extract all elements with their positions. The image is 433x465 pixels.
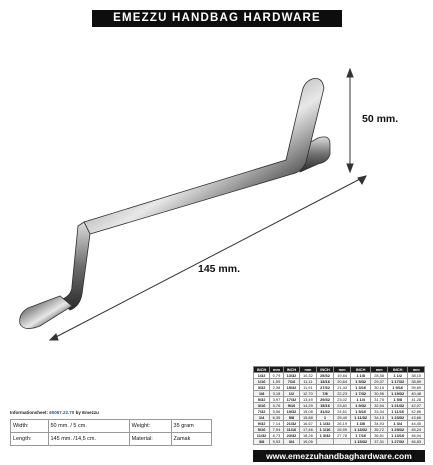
brand-header: EMEZZU HANDBAG HARDWARE [92, 10, 342, 27]
conversion-cell: 3,97 [270, 397, 284, 403]
conversion-cell: 5/8 [283, 415, 299, 421]
conversion-cell: 1 19/32 [387, 391, 408, 397]
spec-cell: Width: [11, 420, 49, 433]
conversion-cell: 12,70 [300, 391, 316, 397]
conversion-cell: 7/16 [283, 379, 299, 385]
spec-cell: 35 gram [171, 420, 211, 433]
conversion-header-cell: mm [334, 367, 350, 373]
spec-row [11, 433, 212, 446]
conversion-cell: 1 1/16 [316, 427, 334, 433]
conversion-cell: 1 23/32 [387, 415, 408, 421]
conversion-cell: 46,04 [408, 433, 425, 439]
conversion-cell: 15,88 [300, 415, 316, 421]
conversion-cell: 6,35 [270, 415, 284, 421]
conversion-header-cell: INCH [350, 367, 371, 373]
conversion-cell: 1 11/32 [350, 415, 371, 421]
handle-image [20, 78, 330, 328]
height-dimension-line [347, 69, 353, 172]
spec-cell: Zamak [171, 433, 211, 446]
conversion-row [254, 403, 425, 409]
conversion-row [254, 433, 425, 439]
conversion-cell: 46,83 [408, 439, 425, 445]
conversion-cell: 26,99 [334, 427, 350, 433]
conversion-cell: 29,37 [371, 379, 387, 385]
conversion-row [254, 385, 425, 391]
spec-cell: Weight: [129, 420, 171, 433]
conversion-cell: 5/32 [254, 397, 270, 403]
conversion-cell: 1/2 [283, 391, 299, 397]
width-dimension-line [50, 176, 366, 340]
conversion-row [254, 391, 425, 397]
conversion-cell: 1 3/4 [387, 421, 408, 427]
product-code: 60067.22.70 [49, 410, 75, 415]
conversion-cell: 17/32 [283, 397, 299, 403]
conversion-cell: 25,40 [334, 415, 350, 421]
conversion-cell: 1 5/8 [387, 397, 408, 403]
conversion-cell: 3/32 [254, 385, 270, 391]
conversion-cell: 19/32 [283, 409, 299, 415]
conversion-cell: 21,43 [334, 385, 350, 391]
conversion-cell: 3/8 [254, 439, 270, 445]
conversion-header-cell: mm [371, 367, 387, 373]
spec-row [11, 420, 212, 433]
conversion-cell: 13/16 [316, 379, 334, 385]
spec-cell: Length: [11, 433, 49, 446]
conversion-cell: 11/16 [283, 427, 299, 433]
conversion-cell: 19,84 [334, 373, 350, 379]
conversion-row [254, 397, 425, 403]
spec-cell: 50 mm. / 5 cm. [48, 420, 129, 433]
conversion-cell: 7,94 [270, 427, 284, 433]
conversion-cell: 10,32 [300, 373, 316, 379]
conversion-cell [334, 439, 350, 445]
conversion-cell: 5,56 [270, 409, 284, 415]
conversion-cell: 20,64 [334, 379, 350, 385]
conversion-cell: 34,13 [371, 415, 387, 421]
conversion-cell: 17,46 [300, 427, 316, 433]
conversion-cell: 5/16 [254, 427, 270, 433]
conversion-cell: 1 3/32 [316, 433, 334, 439]
conversion-cell: 36,51 [371, 433, 387, 439]
conversion-cell: 23,81 [334, 403, 350, 409]
conversion-cell: 38,89 [408, 379, 425, 385]
conversion-cell: 1 7/16 [350, 433, 371, 439]
conversion-cell: 11,11 [300, 379, 316, 385]
conversion-cell: 21/32 [283, 421, 299, 427]
spec-table [10, 419, 212, 446]
conversion-cell: 9,53 [270, 439, 284, 445]
conversion-cell: 15/16 [316, 403, 334, 409]
conversion-cell: 34,93 [371, 421, 387, 427]
conversion-cell: 43,66 [408, 415, 425, 421]
conversion-cell: 15,08 [300, 409, 316, 415]
conversion-cell: 1 25/32 [387, 427, 408, 433]
conversion-cell: 26,19 [334, 421, 350, 427]
conversion-cell: 8,73 [270, 433, 284, 439]
conversion-cell: 1 9/32 [350, 403, 371, 409]
conversion-cell: 1 17/32 [387, 379, 408, 385]
conversion-cell: 42,86 [408, 409, 425, 415]
conversion-header-cell: INCH [387, 367, 408, 373]
conversion-cell: 3/16 [254, 403, 270, 409]
conversion-row [254, 373, 425, 379]
spec-cell: Material: [129, 433, 171, 446]
conversion-cell: 31,75 [371, 397, 387, 403]
conversion-cell: 27/32 [316, 385, 334, 391]
conversion-cell: 11/32 [254, 433, 270, 439]
conversion-cell: 3,18 [270, 391, 284, 397]
product-figure [0, 34, 433, 354]
conversion-cell: 33,34 [371, 409, 387, 415]
conversion-cell: 44,45 [408, 421, 425, 427]
conversion-cell [316, 439, 334, 445]
conversion-cell: 37,31 [371, 439, 387, 445]
conversion-cell: 18,26 [300, 433, 316, 439]
conversion-cell: 40,48 [408, 391, 425, 397]
conversion-cell: 7,14 [270, 421, 284, 427]
conversion-cell: 1/32 [254, 373, 270, 379]
conversion-cell: 23/32 [283, 433, 299, 439]
conversion-cell: 1 [316, 415, 334, 421]
conversion-header-cell: INCH [254, 367, 270, 373]
conversion-cell: 31/32 [316, 409, 334, 415]
conversion-cell: 45,24 [408, 427, 425, 433]
conversion-cell: 14,29 [300, 403, 316, 409]
spec-cell: 145 mm. /14,5 cm. [48, 433, 129, 446]
conversion-cell: 19,05 [300, 439, 316, 445]
inch-mm-conversion-table [253, 366, 425, 445]
conversion-cell: 11,91 [300, 385, 316, 391]
height-measurement-label: 50 mm. [362, 113, 399, 125]
conversion-cell: 35,72 [371, 427, 387, 433]
conversion-header-cell: mm [270, 367, 284, 373]
conversion-cell: 1 5/32 [350, 379, 371, 385]
conversion-cell: 39,69 [408, 385, 425, 391]
conversion-cell: 30,96 [371, 391, 387, 397]
conversion-cell: 9/16 [283, 403, 299, 409]
conversion-header-cell: mm [408, 367, 425, 373]
conversion-cell: 38,10 [408, 373, 425, 379]
conversion-cell: 1/16 [254, 379, 270, 385]
conversion-cell: 30,16 [371, 385, 387, 391]
conversion-cell: 1 13/16 [387, 433, 408, 439]
conversion-cell: 1 1/8 [350, 373, 371, 379]
conversion-cell: 1 11/16 [387, 409, 408, 415]
website-url: www.emezzuhandbaghardware.com [253, 450, 425, 462]
conversion-cell: 1/8 [254, 391, 270, 397]
conversion-cell: 1,59 [270, 379, 284, 385]
conversion-cell: 9/32 [254, 421, 270, 427]
conversion-cell: 24,61 [334, 409, 350, 415]
conversion-cell: 28,58 [371, 373, 387, 379]
conversion-cell: 1 1/32 [316, 421, 334, 427]
conversion-row [254, 379, 425, 385]
conversion-cell: 13/32 [283, 373, 299, 379]
conversion-row [254, 421, 425, 427]
conversion-cell: 1 13/32 [350, 427, 371, 433]
conversion-cell: 1 1/4 [350, 397, 371, 403]
conversion-row [254, 409, 425, 415]
conversion-cell: 1 15/32 [350, 439, 371, 445]
conversion-header-row [254, 367, 425, 373]
info-sheet-title [10, 410, 99, 415]
conversion-cell: 15/32 [283, 385, 299, 391]
conversion-cell: 1 3/8 [350, 421, 371, 427]
conversion-cell: 42,07 [408, 403, 425, 409]
conversion-cell: 23,02 [334, 397, 350, 403]
conversion-row [254, 439, 425, 445]
conversion-cell: 1 21/32 [387, 403, 408, 409]
conversion-cell: 1 1/2 [387, 373, 408, 379]
conversion-cell: 29/32 [316, 397, 334, 403]
conversion-cell: 22,23 [334, 391, 350, 397]
conversion-cell: 3/4 [283, 439, 299, 445]
width-measurement-label: 145 mm. [198, 263, 241, 275]
conversion-row [254, 415, 425, 421]
conversion-cell: 25/32 [316, 373, 334, 379]
conversion-cell: 13,49 [300, 397, 316, 403]
conversion-row [254, 427, 425, 433]
conversion-header-cell: INCH [316, 367, 334, 373]
conversion-cell: 1 9/16 [387, 385, 408, 391]
conversion-cell: 16,67 [300, 421, 316, 427]
conversion-cell: 32,54 [371, 403, 387, 409]
conversion-cell: 1/4 [254, 415, 270, 421]
conversion-cell: 1 3/16 [350, 385, 371, 391]
info-sheet-label: Informationsheet: [10, 410, 49, 415]
conversion-cell: 1 5/16 [350, 409, 371, 415]
conversion-cell: 1 7/32 [350, 391, 371, 397]
conversion-cell: 41,28 [408, 397, 425, 403]
info-sheet-by: by Emezzu [75, 410, 99, 415]
conversion-cell: 1 27/32 [387, 439, 408, 445]
conversion-cell: 7/8 [316, 391, 334, 397]
conversion-header-cell: mm [300, 367, 316, 373]
conversion-cell: 4,76 [270, 403, 284, 409]
conversion-cell: 27,78 [334, 433, 350, 439]
conversion-cell: 0,79 [270, 373, 284, 379]
conversion-cell: 7/32 [254, 409, 270, 415]
conversion-header-cell: INCH [283, 367, 299, 373]
conversion-cell: 2,38 [270, 385, 284, 391]
